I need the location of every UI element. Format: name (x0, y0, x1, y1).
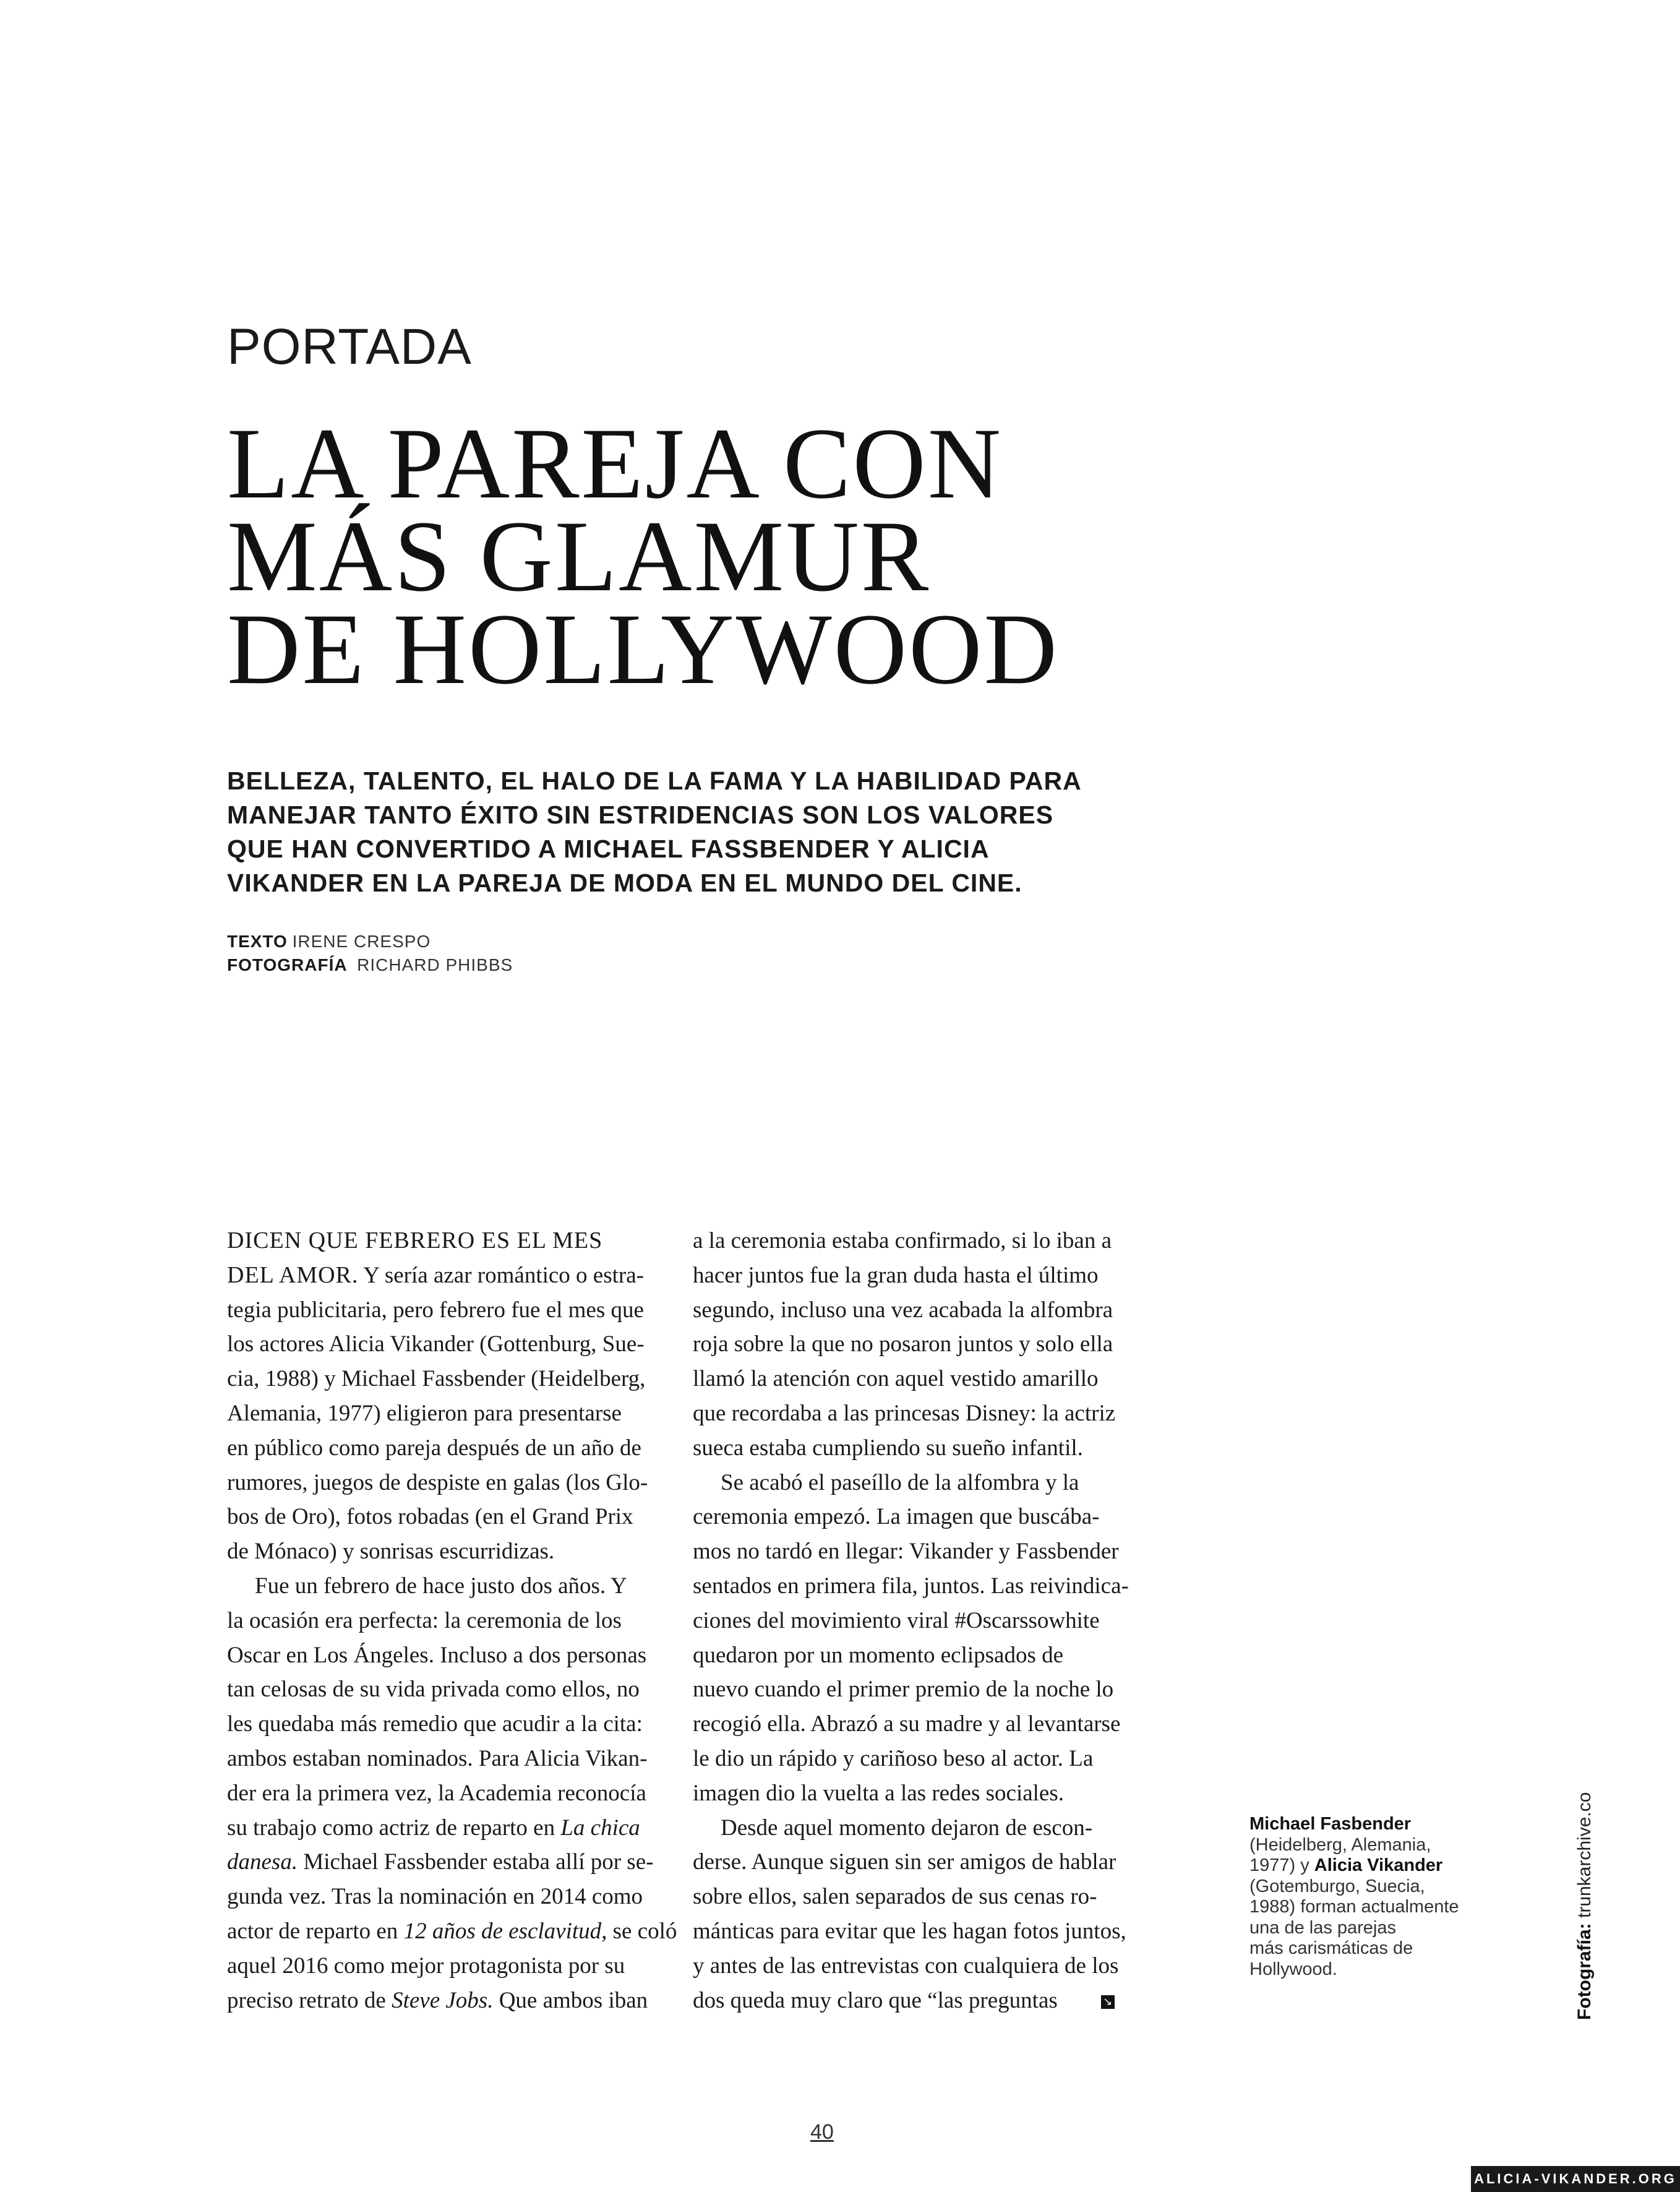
headline-line: LA PAREJA CON (227, 408, 1003, 520)
deck-line: MANEJAR TANTO ÉXITO SIN ESTRIDENCIAS SON LOS VALORES (227, 801, 1054, 829)
caption-line: Hollywood. (1249, 1959, 1337, 1979)
body-line: segundo, incluso una vez acabada la alfombra (693, 1297, 1113, 1323)
caption-line: 1988) forman actualmente (1249, 1897, 1459, 1917)
body-line: sentados en primera fila, juntos. Las reivindica- (693, 1573, 1129, 1599)
body-line: tan celosas de su vida privada como ellos, no (227, 1677, 640, 1703)
caption-line: una de las parejas (1249, 1917, 1396, 1938)
body-line: Fue un febrero de hace justo dos años. Y (255, 1573, 627, 1599)
body-line: quedaron por un momento eclipsados de (693, 1642, 1064, 1668)
photo-caption (1249, 1814, 1459, 1980)
body-text: dos queda muy claro que “las preguntas (693, 1987, 1058, 2013)
body-line: en público como pareja después de un año de (227, 1435, 641, 1461)
body-text: Y sería azar romántico o estra- (358, 1262, 644, 1288)
deck (227, 764, 1093, 900)
caption-name: Alicia Vikander (1314, 1855, 1443, 1875)
body-line: que recordaba a las princesas Disney: la actriz (693, 1400, 1116, 1426)
body-line: ambos estaban nominados. Para Alicia Vikan- (227, 1745, 648, 1771)
body-column-1 (227, 1224, 677, 2018)
body-line (693, 1984, 1151, 2018)
body-line: der era la primera vez, la Academia reconocía (227, 1780, 646, 1806)
body-line (227, 1258, 660, 1293)
photo-credit-value: trunkarchive.co (1574, 1792, 1595, 1923)
body-line: Se acabó el paseíllo de la alfombra y la (721, 1469, 1079, 1495)
body-line: los actores Alicia Vikander (Gottenburg, Sue- (227, 1331, 645, 1357)
continue-arrow-icon: ↘ (1101, 1995, 1115, 2009)
body-line: imagen dio la vuelta a las redes sociales. (693, 1780, 1065, 1806)
caption-text: 1977) y (1249, 1855, 1314, 1875)
body-line: les quedaba más remedio que acudir a la cita: (227, 1711, 643, 1737)
body-line: recogió ella. Abrazó a su madre y al levantarse (693, 1711, 1121, 1737)
photo-credit-label: Fotografía: (1574, 1923, 1595, 2020)
caption-line: (Gotemburgo, Suecia, (1249, 1876, 1425, 1896)
body-line: rumores, juegos de despiste en galas (los Glo- (227, 1469, 648, 1495)
credit-text-label: TEXTO (227, 932, 288, 951)
body-line: DICEN QUE FEBRERO ES EL MES (227, 1227, 603, 1253)
body-line: mos no tardó en llegar: Vikander y Fassbender (693, 1539, 1119, 1565)
credit-photo-label: FOTOGRAFÍA (227, 955, 348, 974)
body-line: cia, 1988) y Michael Fassbender (Heidelberg, (227, 1366, 646, 1392)
body-line: y antes de las entrevistas con cualquiera de los (693, 1953, 1119, 1979)
film-title: La chica (560, 1815, 640, 1841)
body-line: gunda vez. Tras la nominación en 2014 como (227, 1884, 643, 1910)
deck-line: VIKANDER EN LA PAREJA DE MODA EN EL MUNDO DEL CINE. (227, 869, 1022, 897)
deck-line: BELLEZA, TALENTO, EL HALO DE LA FAMA Y LA HABILIDAD PARA (227, 767, 1082, 795)
body-text: actor de reparto en (227, 1918, 404, 1944)
body-text: Michael Fassbender estaba allí por se- (298, 1849, 654, 1875)
body-line: bos de Oro), fotos robadas (en el Grand Prix (227, 1504, 633, 1530)
body-line (227, 1845, 660, 1880)
body-line: derse. Aunque siguen sin ser amigos de hablar (693, 1849, 1116, 1875)
headline-line: DE HOLLYWOOD (227, 593, 1059, 705)
watermark: ALICIA-VIKANDER.ORG (1471, 2166, 1680, 2192)
page-number: 40 (810, 2120, 834, 2144)
body-line: ceremonia empezó. La imagen que buscába- (693, 1504, 1100, 1530)
caption-line (1249, 1855, 1459, 1876)
body-line: sueca estaba cumpliendo su sueño infantil. (693, 1435, 1083, 1461)
headline (227, 408, 1059, 705)
body-line: de Mónaco) y sonrisas escurridizas. (227, 1539, 555, 1565)
body-text: se coló (607, 1918, 677, 1944)
body-line: aquel 2016 como mejor protagonista por su (227, 1953, 625, 1979)
body-line (227, 1811, 660, 1846)
film-title: danesa. (227, 1849, 298, 1875)
section-label: PORTADA (227, 319, 472, 375)
body-text: su trabajo como actriz de reparto en (227, 1815, 555, 1841)
body-line (227, 1984, 660, 2018)
body-line (227, 1914, 677, 1949)
body-line: le dio un rápido y cariñoso beso al actor. La (693, 1745, 1094, 1771)
photo-credit-text (1574, 1792, 1595, 2020)
caption-line: (Heidelberg, Alemania, (1249, 1834, 1431, 1855)
lead-caps: DEL AMOR. (227, 1261, 359, 1288)
body-text: preciso retrato de (227, 1987, 392, 2013)
body-text: Que ambos iban (493, 1987, 648, 2013)
body-line: nuevo cuando el primer premio de la noche lo (693, 1677, 1114, 1703)
body-line: tegia publicitaria, pero febrero fue el mes que (227, 1297, 644, 1323)
caption-name: Michael Fasbender (1249, 1814, 1412, 1834)
body-line: sobre ellos, salen separados de sus cenas ro- (693, 1884, 1097, 1910)
credit-photo-value: RICHARD PHIBBS (357, 955, 513, 974)
credit-photo (227, 953, 513, 977)
body-column-2 (693, 1224, 1151, 2018)
body-line: Oscar en Los Ángeles. Incluso a dos personas (227, 1642, 647, 1668)
body-line: a la ceremonia estaba confirmado, si lo iban a (693, 1228, 1112, 1253)
body-line: roja sobre la que no posaron juntos y solo ella (693, 1331, 1113, 1357)
body-line: Desde aquel momento dejaron de escon- (721, 1815, 1093, 1841)
body-line: Alemania, 1977) eligieron para presentarse (227, 1400, 622, 1426)
headline-line: MÁS GLAMUR (227, 501, 931, 612)
film-title: Steve Jobs. (392, 1987, 494, 2013)
film-title: 12 años de esclavitud, (403, 1918, 607, 1944)
caption-line (1249, 1814, 1459, 1835)
deck-line: QUE HAN CONVERTIDO A MICHAEL FASSBENDER Y ALICIA (227, 835, 990, 863)
body-line: ciones del movimiento viral #Oscarssowhite (693, 1607, 1100, 1633)
caption-line: más carismáticas de (1249, 1938, 1413, 1958)
credit-text (227, 930, 513, 953)
body-line: llamó la atención con aquel vestido amarillo (693, 1366, 1099, 1392)
credits (227, 930, 513, 977)
credit-text-value: IRENE CRESPO (292, 932, 431, 951)
body-line: hacer juntos fue la gran duda hasta el último (693, 1262, 1099, 1288)
body-line: mánticas para evitar que les hagan fotos juntos, (693, 1918, 1126, 1944)
body-line: la ocasión era perfecta: la ceremonia de los (227, 1607, 622, 1633)
